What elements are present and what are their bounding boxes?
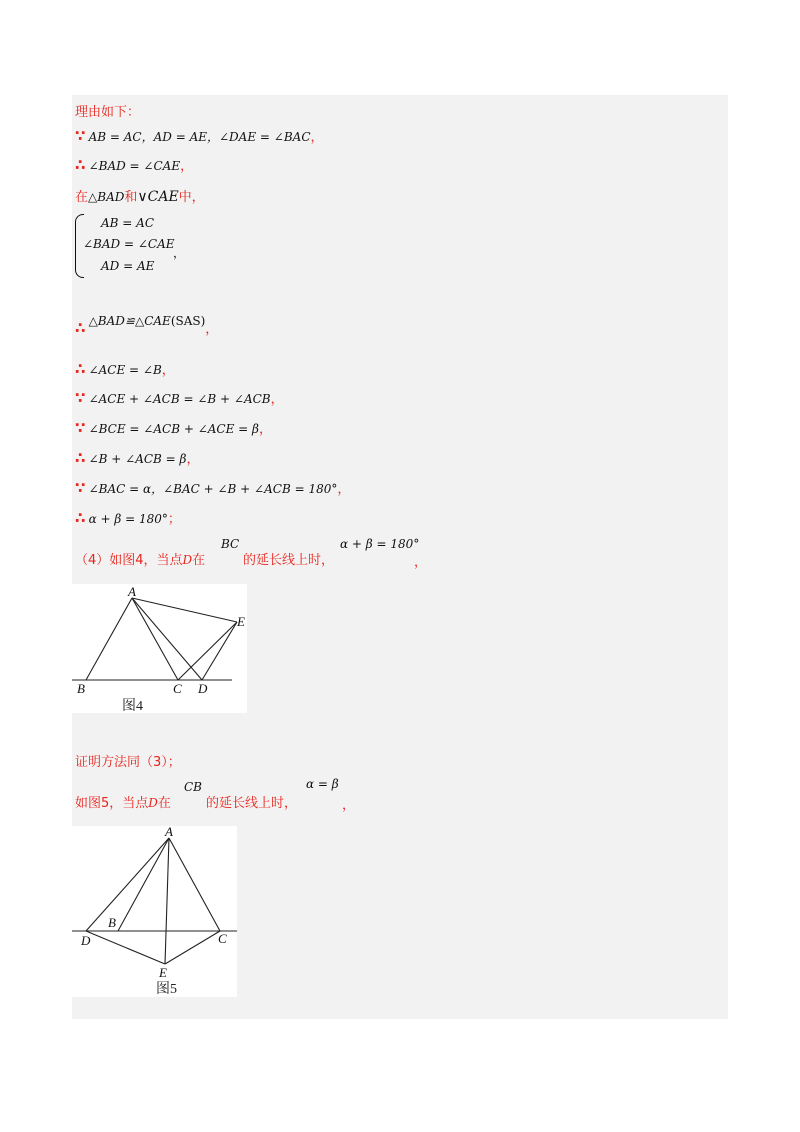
math-expression: ∠ACE + ∠ACB = ∠B + ∠ACB: [88, 392, 271, 406]
punctuation: ，: [186, 452, 200, 467]
case-5-statement-cont: 的延长线上时，: [206, 796, 298, 811]
proof-line-congruent: [75, 310, 219, 337]
label-e: E: [159, 965, 167, 980]
figure-5-caption: 图5: [156, 982, 177, 997]
label-a: A: [128, 584, 136, 599]
system-row-2: ∠BAD = ∠CAE: [83, 237, 175, 251]
therefore-symbol: ∴: [75, 449, 85, 467]
math-expression: ∠BAD = ∠CAE: [88, 159, 181, 173]
because-symbol: ∵: [75, 127, 85, 145]
segment-ac: [132, 598, 178, 680]
text: 在: [75, 190, 89, 205]
therefore-symbol: ∴: [75, 360, 85, 378]
math-expression: ∠BAC = α，∠BAC + ∠B + ∠ACB = 180°: [88, 482, 338, 496]
proof-line-ace-b: [75, 359, 175, 378]
label-b: B: [108, 915, 116, 930]
therefore-symbol: ∴: [75, 319, 85, 337]
because-symbol: ∵: [75, 479, 85, 497]
segment-ab: [86, 598, 132, 680]
because-symbol: ∵: [75, 419, 85, 437]
label-c: C: [173, 681, 182, 696]
figure-4: [72, 584, 247, 713]
figure-5: [72, 826, 237, 997]
text: 在: [157, 796, 171, 811]
therefore-symbol: ∴: [75, 156, 85, 174]
proof-line-sum: [75, 388, 284, 407]
segment-ae: [165, 838, 169, 964]
punctuation: ，: [180, 159, 194, 174]
label-a: A: [165, 826, 173, 839]
punctuation: ，: [310, 130, 324, 145]
case-4-statement-cont: 的延长线上时，: [243, 553, 335, 568]
math-expression: △BAD≌△CAE: [88, 314, 171, 328]
segment-ae: [132, 598, 237, 622]
label-b: B: [77, 681, 85, 696]
punctuation: ，: [270, 392, 284, 407]
segment-ad: [86, 838, 169, 931]
triangle-name: ∨CAE: [137, 189, 179, 205]
proof-same-note: 证明方法同（3）；: [75, 755, 181, 770]
segment-ad: [132, 598, 202, 680]
text: 如图5，当点: [75, 796, 149, 811]
text: （4）如图4，当点: [75, 553, 183, 568]
segment-de: [86, 931, 165, 964]
proof-line-bce: [75, 418, 272, 437]
case-4-statement: [75, 549, 205, 568]
punctuation: ，: [342, 798, 356, 813]
proof-line-triangles: [75, 186, 205, 205]
point-name: D: [148, 796, 158, 810]
label-d: D: [198, 681, 208, 696]
punctuation: ；: [167, 512, 181, 527]
punctuation: ，: [205, 322, 219, 337]
text: 在: [192, 553, 206, 568]
sas-label: (SAS): [170, 314, 206, 328]
math-expression: ∠BCE = ∠ACB + ∠ACE = β: [88, 422, 259, 436]
figure-5-diagram: [72, 826, 237, 997]
punctuation: ，: [259, 422, 273, 437]
equation-system: [75, 214, 185, 278]
figure-4-caption: 图4: [122, 699, 143, 713]
figure-4-diagram: [72, 584, 247, 713]
case-5-math: α = β: [306, 777, 339, 791]
proof-line-angle-eq: [75, 155, 193, 174]
punctuation: ，: [161, 363, 175, 378]
case-4-math: α + β = 180°: [340, 537, 420, 551]
case-5-statement: [75, 792, 171, 811]
therefore-symbol: ∴: [75, 509, 85, 527]
punctuation: ，: [337, 482, 351, 497]
text: 中，: [178, 190, 205, 205]
triangle-name: △BAD: [88, 190, 125, 204]
system-row-1: AB = AC: [101, 216, 155, 230]
label-d: D: [81, 933, 91, 948]
math-expression: ∠B + ∠ACB = β: [88, 452, 187, 466]
segment-bc: BC: [221, 537, 240, 551]
segment-cb: CB: [184, 780, 202, 794]
label-e: E: [237, 614, 245, 629]
segment-ab: [118, 838, 169, 931]
math-expression: α + β = 180°: [88, 512, 168, 526]
punctuation: ，: [173, 246, 186, 260]
math-expression: ∠ACE = ∠B: [88, 363, 162, 377]
label-c: C: [218, 931, 227, 946]
punctuation: ，: [414, 555, 428, 570]
proof-line-conclusion: [75, 508, 181, 527]
system-row-3: AD = AE: [101, 259, 155, 273]
point-name: D: [182, 553, 193, 567]
reason-heading: 理由如下：: [75, 105, 141, 120]
text: 和: [124, 190, 138, 205]
because-symbol: ∵: [75, 389, 85, 407]
math-expression: AB = AC，AD = AE，∠DAE = ∠BAC: [88, 130, 311, 144]
proof-line-bac: [75, 478, 350, 497]
segment-ac: [169, 838, 220, 931]
segment-ce: [165, 931, 220, 964]
proof-line-b-acb: [75, 448, 200, 467]
proof-line-given: [75, 126, 324, 145]
